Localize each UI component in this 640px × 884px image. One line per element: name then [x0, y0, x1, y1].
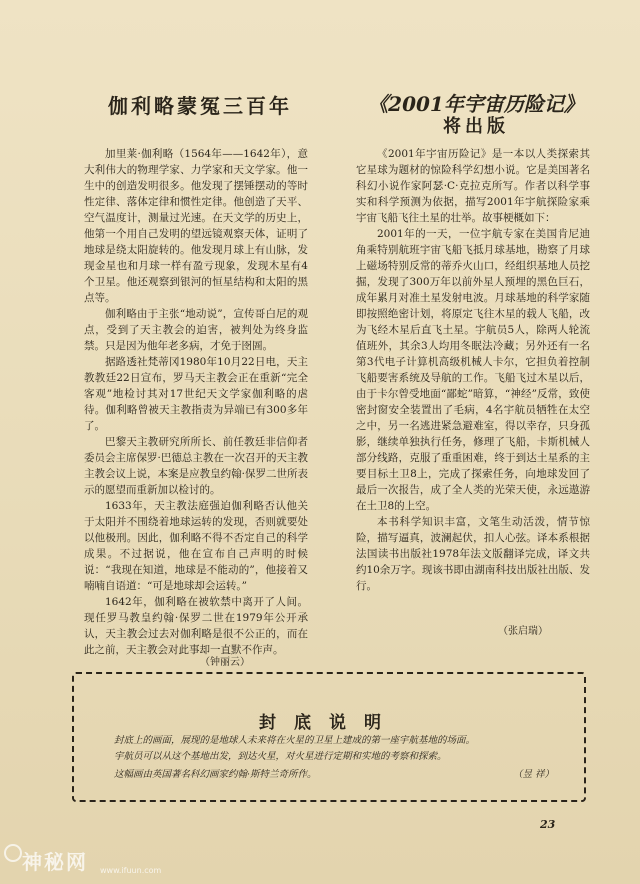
article-body-galileo	[84, 146, 308, 658]
paragraph: 1642年，伽利略在被软禁中离开了人间。现任罗马教皇约翰·保罗二世在1979年公开承认，天主教会过去对伽利略是很不公正的，而在此之前，天主教会对此事却一直默不作声。	[84, 596, 308, 656]
watermark-logo-icon	[4, 844, 22, 862]
page-number: 23	[540, 818, 556, 831]
paragraph: 《2001年宇宙历险记》是一本以人类探索其它星球为题材的惊险科学幻想小说。它是美国著名科幻小说作家阿瑟·C·克拉克所写。作者以科学事实和科学预测为依据，描写2001年宇航探险家乘宇宙飞船飞往土星的壮举。故事梗概如下：	[356, 148, 590, 224]
watermark-url: www.ifuun.com	[100, 866, 162, 875]
article-subtitle-2001: 将出版	[443, 116, 509, 137]
cover-note-title: 封底说明	[259, 713, 399, 733]
watermark-text: 神秘网	[22, 850, 88, 874]
cover-note-box	[72, 672, 586, 802]
article-title-galileo: 伽利略蒙冤三百年	[108, 94, 292, 118]
paragraph: 2001年的一天，一位宇航专家在美国肯尼迪角乘特别航班宇宙飞船飞抵月球基地，勘察了月球上磁场特别反常的蒂乔火山口，经组织基地人员挖掘，发现了300万年以前外星人预埋的黑色巨石，成年累月对准土星发射电波。月球基地的科学家随即按照绝密计划，将原定飞往木星的载人飞船，改为飞经木星后直飞土星。宇航员5人，除两人轮流值班外，其余3人均用冬眠法冷藏；另外还有一名第3代电子计算机高级机械人卡尔，它担负着控制飞船要害系统及导航的工作。飞船飞过木星以后，由于卡尔曾受地面“鄙蛇”暗算，“神经”反常，致使密封窗安全装置出了毛病，4名宇航员牺牲在太空之中，另一名逃进紧急避难室，得以幸存，只身孤影，继续单独执行任务，修理了飞船，卡斯机械人部分线路，克服了重重困难，终于到达土星系的主要目标土卫8上，完成了探索任务，向地球发回了最后一次报告，成了全人类的光荣天使，永远遨游在土卫8的上空。	[356, 228, 590, 512]
paragraph: 加里莱·伽利略（1564年——1642年），意大利伟大的物理学家、力学家和天文学家。他一生中的创造发明很多。他发现了摆锤摆动的等时性定律、落体定律和惯性定律。他创造了天平、空气温度计，测量过光速。在天文学的历史上，他第一个用自己发明的望远镜观察天体，证明了地球是绕太阳旋转的。他发现月球上有山脉，发现金星也和月球一样有盈亏现象，发现木星有4个卫星。他还观察到银河的恒星结构和太阳的黑点等。	[84, 148, 308, 304]
article-title-2001: 《2001年宇宙历险记》	[368, 92, 584, 116]
paragraph: 本书科学知识丰富，文笔生动活泼，情节惊险，描写逼真，波澜起伏，扣人心弦。译本系根据法国读书出版社1978年法文版翻译完成，译文共约10余万字。现该书即由湖南科技出版社出版、发行。	[356, 516, 590, 592]
paragraph: 伽利略由于主张“地动说”，宣传哥白尼的观点，受到了天主教会的迫害，被判处为终身监禁。只是因为他年老多病，才免于囹圄。	[84, 308, 308, 352]
cover-note-signature: （昱 祥）	[512, 769, 554, 780]
author-signature-left: （钟丽云）	[200, 657, 250, 668]
cover-note-line: 封底上的画面，展现的是地球人未来将在火星的卫星上建成的第一座宇航基地的场面。	[114, 735, 476, 746]
author-signature-right: （张启瑞）	[498, 626, 548, 637]
paragraph: 据路透社梵蒂冈1980年10月22日电，天主教教廷22日宣布，罗马天主教会正在重新“完全客观”地检讨其对17世纪天文学家伽利略的虐待。伽利略曾被天主教指责为异端已有300多年了。	[84, 356, 308, 432]
cover-note-line: 宇航员可以从这个基地出发，到达火星，对火星进行定期和实地的考察和探索。	[114, 751, 447, 762]
paragraph: 1633年，天主教法庭强迫伽利略否认他关于太阳并不围绕着地球运转的发现，否则就要处以他极刑。因此，伽利略不得不否定自己的科学成果。不过据说，他在宣布自己声明的时候说：“我现在知道，地球是不能动的”，他接着又喃喃自语道：“可是地球却会运转。”	[84, 500, 308, 592]
paragraph: 巴黎天主教研究所所长、前任教廷非信仰者委员会主席保罗·巴德总主教在一次召开的天主教主教会议上说，本案是应教皇约翰·保罗二世所表示的愿望而重新加以检讨的。	[84, 436, 308, 496]
cover-note-line: 这幅画由英国著名科幻画家约翰·斯特兰奇所作。	[114, 769, 317, 780]
article-body-2001	[356, 146, 590, 594]
